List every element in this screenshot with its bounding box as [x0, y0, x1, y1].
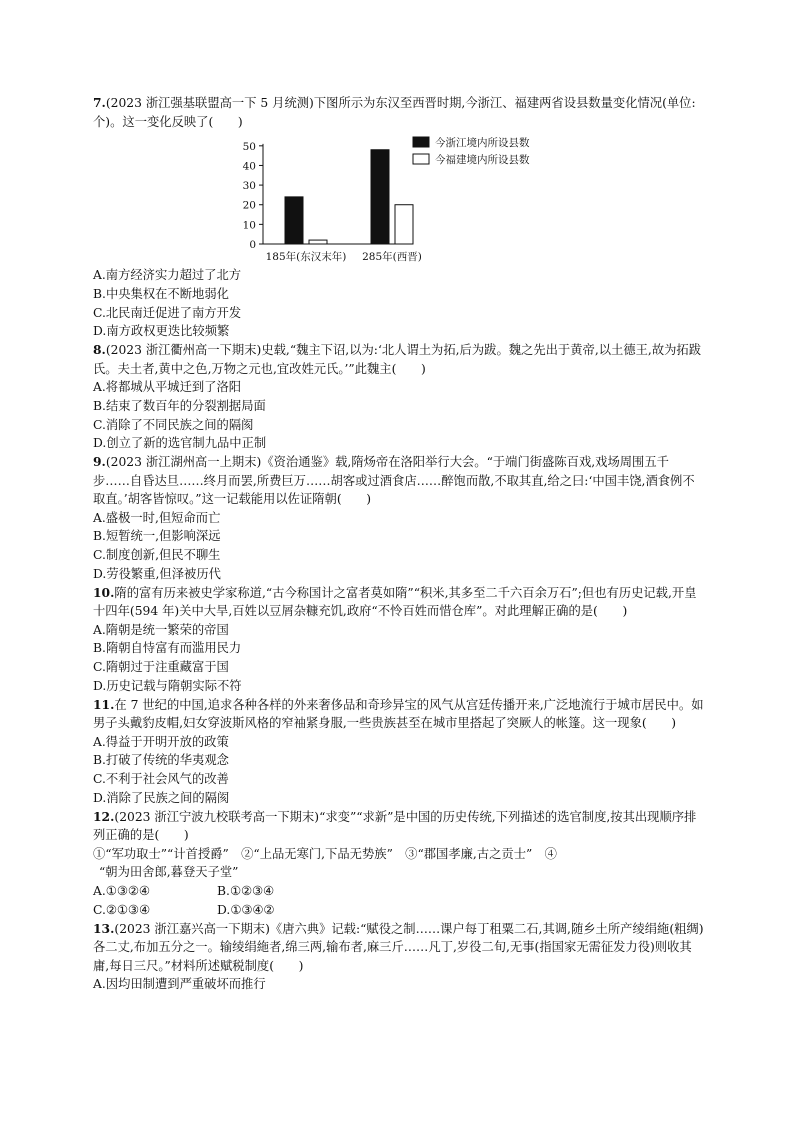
option-d: D.①③④② — [217, 902, 275, 917]
bar — [371, 150, 389, 244]
question-stem — [93, 341, 705, 378]
option-d: D.创立了新的选官制九品中正制 — [93, 436, 267, 451]
question-number: 12. — [93, 808, 115, 824]
option-c: C.消除了不同民族之间的隔阂 — [93, 417, 254, 432]
question-text: “求变”“求新”是中国的历史传统,下列描述的选官制度,按其出现顺序排列正确的是( ) — [93, 809, 697, 843]
option-c: C.②①③④ — [93, 902, 150, 917]
question-source: (2023 浙江强基联盟高一下 5 月统测) — [105, 96, 314, 110]
y-tick-label: 20 — [242, 199, 256, 212]
question-number: 10. — [93, 584, 115, 600]
option-d: D.劳役繁重,但泽被历代 — [93, 566, 221, 581]
option-c: C.隋朝过于注重藏富于国 — [93, 660, 229, 675]
question-source: (2023 浙江衢州高一下期末) — [105, 343, 262, 357]
question-9 — [93, 453, 705, 584]
option-row — [93, 882, 705, 901]
bar — [285, 197, 303, 244]
bar — [395, 205, 413, 244]
bar-chart-svg — [93, 132, 530, 266]
legend-swatch — [413, 137, 429, 147]
question-text: 《资治通鉴》载,隋炀帝在洛阳举行大会。“于端门街盛陈百戏,戏场周围五千步……自昏达旦……终月而罢,所费巨万……胡客或过酒食店……醉饱而散,不取其直,给之曰:‘中国丰饶,酒食例不取直。’胡客皆惊叹。”这一记载能用以佐证隋朝( ) — [93, 455, 695, 507]
option-b: B.中央集权在不断地弱化 — [93, 286, 229, 301]
question-13 — [93, 920, 705, 994]
y-tick-label: 0 — [249, 239, 256, 252]
question-stem — [93, 453, 705, 509]
option-c: C.不利于社会风气的改善 — [93, 772, 229, 787]
question-text: 下图所示为东汉至西晋时期,今浙江、福建两省设县数量变化情况(单位:个)。这一变化反映了( ) — [93, 96, 696, 129]
question-8 — [93, 341, 705, 453]
question-number: 9. — [93, 454, 106, 469]
option-d: D.历史记载与隋朝实际不符 — [93, 678, 242, 693]
question-number: 7. — [93, 95, 106, 110]
bar-chart — [93, 132, 705, 266]
question-text: 史载,“魏主下诏,以为:‘北人谓土为拓,后为跋。魏之先出于黄帝,以土德王,故为拓跋氏。夫土者,黄中之色,万物之元也,宜改姓元氏。’”此魏主( ) — [93, 343, 702, 376]
question-text: 《唐六典》记载:“赋役之制……课户每丁租粟二石,其调,随乡土所产绫绢絁(粗绸)各二丈,布加五分之一。输绫绢絁者,绵三两,输布者,麻三斤……凡丁,岁役二旬,无事(指国家无需征发力役)则收其庸,每日三尺。”材料所述赋税制度( ) — [93, 921, 704, 973]
option-b: B.隋朝自恃富有而滥用民力 — [93, 641, 242, 656]
legend-swatch — [413, 154, 429, 164]
y-tick-label: 40 — [242, 160, 256, 173]
option-a: A.盛极一时,但短命而亡 — [93, 510, 221, 525]
question-stem — [93, 808, 705, 845]
option-c: C.制度创新,但民不聊生 — [93, 548, 221, 563]
option-a: A.得益于开明开放的政策 — [93, 734, 229, 749]
option-d: D.消除了民族之间的隔阂 — [93, 790, 230, 805]
option-d: D.南方政权更迭比较频繁 — [93, 324, 230, 339]
option-a: A.①③②④ — [93, 884, 150, 899]
legend-label: 今福建境内所设县数 — [435, 154, 530, 167]
y-tick-label: 30 — [242, 180, 256, 193]
page-content — [93, 94, 705, 994]
option-b: B.结束了数百年的分裂割据局面 — [93, 398, 266, 413]
question-number: 13. — [93, 920, 115, 936]
question-7 — [93, 94, 705, 341]
question-11 — [93, 696, 705, 808]
option-b: B.短暂统一,但影响深远 — [93, 529, 221, 544]
question-source: (2023 浙江湖州高一上期末) — [105, 455, 262, 469]
bar — [309, 240, 327, 244]
y-tick-label: 10 — [242, 219, 256, 232]
question-text: 在 7 世纪的中国,追求各种各样的外来奢侈品和奇珍异宝的风气从宫廷传播开来,广泛地流行于城市居民中。如男子头戴豹皮帽,妇女穿波斯风格的窄袖紧身服,一些贵族甚至在城市里搭起了突厥人的帐篷。这一现象( ) — [93, 697, 704, 731]
legend-label: 今浙江境内所设县数 — [435, 137, 530, 150]
option-a: A.隋朝是统一繁荣的帝国 — [93, 622, 229, 637]
question-source: (2023 浙江嘉兴高一下期末) — [114, 921, 270, 936]
option-b: B.①②③④ — [217, 884, 275, 899]
option-a: A.南方经济实力超过了北方 — [93, 268, 242, 283]
question-stem — [93, 696, 705, 733]
question-number: 8. — [93, 342, 106, 357]
question-items-continued: “朝为田舍郎,暮登天子堂” — [99, 865, 239, 880]
x-tick-label: 285年(西晋) — [362, 251, 422, 264]
question-number: 11. — [93, 696, 115, 712]
question-items: ①“军功取士”“计首授爵” ②“上品无寒门,下品无势族” ③“郡国孝廉,古之贡士” ④ — [93, 846, 557, 861]
question-10 — [93, 584, 705, 696]
question-12 — [93, 808, 705, 920]
question-stem — [93, 584, 705, 621]
question-stem — [93, 920, 705, 976]
question-text: 隋的富有历来被史学家称道,“古今称国计之富者莫如隋”“积米,其多至二千六百余万石”;但也有历史记载,开皇十四年(594 年)关中大旱,百姓以豆屑杂糠充饥,政府“不怜百姓而惜仓库”。对此理解正确的是( ) — [93, 585, 697, 619]
question-stem — [93, 94, 705, 131]
question-source: (2023 浙江宁波九校联考高一下期末) — [114, 809, 320, 824]
y-tick-label: 50 — [242, 141, 256, 154]
option-c: C.北民南迁促进了南方开发 — [93, 305, 242, 320]
option-b: B.打破了传统的华夷观念 — [93, 753, 229, 768]
option-row — [93, 901, 705, 920]
x-tick-label: 185年(东汉末年) — [265, 251, 347, 264]
option-a: A.将都城从平城迁到了洛阳 — [93, 380, 242, 395]
option-a: A.因均田制遭到严重破坏而推行 — [93, 977, 266, 992]
